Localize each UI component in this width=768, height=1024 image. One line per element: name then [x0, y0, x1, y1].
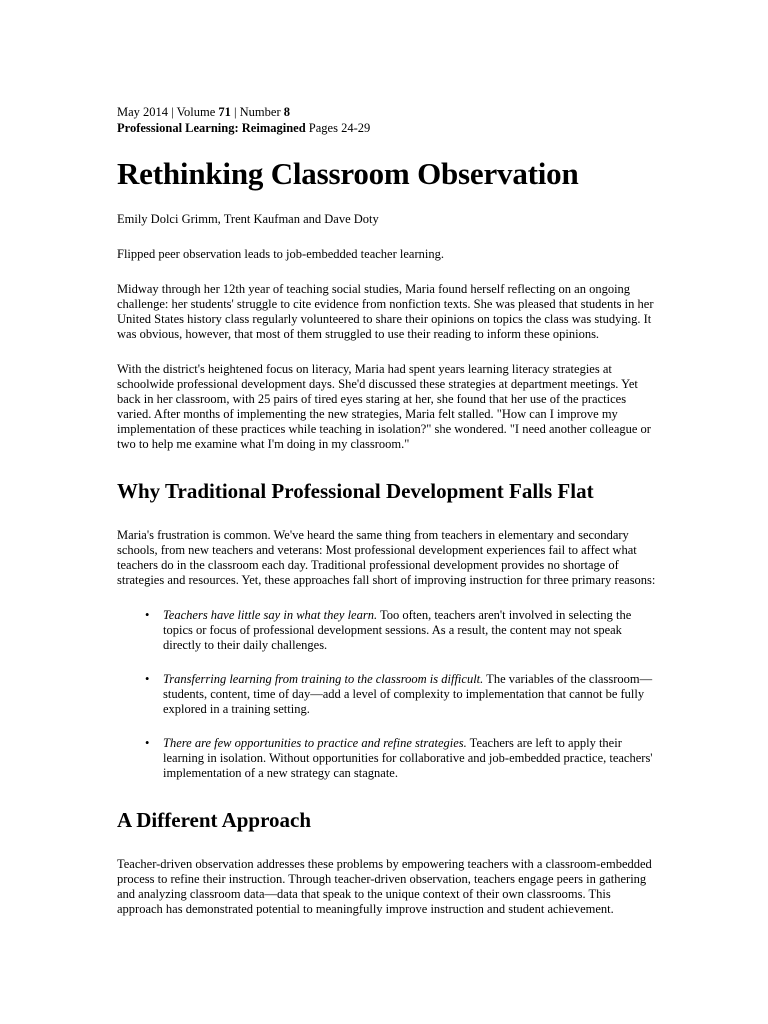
list-item [117, 672, 658, 717]
bullet-icon: • [145, 608, 150, 622]
separator: | [168, 105, 177, 119]
bullet-icon: • [145, 736, 150, 750]
bullet-text: Teachers are left to apply their learning in isolation. Without opportunities for collaborative and job-embedded practice, teachers' implementation of a new strategy can stagnate. [163, 736, 653, 780]
page-range: Pages 24-29 [308, 121, 371, 135]
section1-paragraph: Maria's frustration is common. We've heard the same thing from teachers in elementary and secondary schools, from new teachers and veterans: Most professional development experiences fail to affect what teachers do in the classroom each day. Traditional professional development provides no shortage of strategies and resources. Yet, these approaches fall short of improving instruction for three primary reasons: [117, 528, 656, 587]
reasons-list [117, 608, 658, 781]
bullet-lead: Teachers have little say in what they learn. [163, 608, 378, 622]
issue-title-line [117, 120, 658, 136]
intro-paragraph-1: Midway through her 12th year of teaching social studies, Maria found herself reflecting on an ongoing challenge: her students' struggle to cite evidence from nonfiction texts. She was pleased that students in her United States history class regularly volunteered to share their opinions on topics the class was studying. It was obvious, however, that most of them struggled to use their reading to inform these opinions. [117, 282, 654, 341]
bullet-lead: Transferring learning from training to the classroom is difficult. [163, 672, 484, 686]
article-title: Rethinking Classroom Observation [117, 156, 579, 191]
intro-paragraph-2: With the district's heightened focus on literacy, Maria had spent years learning literacy strategies at schoolwide professional development days. She'd discussed these strategies at department meetings. Yet back in her classroom, with 25 pairs of tired eyes staring at her, she found that her use of the practices varied. After months of implementing the new strategies, Maria felt stalled. "How can I improve my implementation of these practices while teaching in isolation?" she wondered. "I need another colleague or two to help me examine what I'm doing in my classroom." [117, 362, 651, 451]
separator: | [230, 105, 240, 119]
issue-line [117, 104, 658, 120]
section-heading-approach: A Different Approach [117, 808, 312, 832]
bullet-text: The variables of the classroom—students, content, time of day—add a level of complexity to implementation that cannot be fully explored in a training setting. [163, 672, 653, 716]
bullet-lead: There are few opportunities to practice and refine strategies. [163, 736, 467, 750]
number-label: Number [239, 105, 281, 119]
issue-meta [117, 104, 658, 136]
authors: Emily Dolci Grimm, Trent Kaufman and Dave Doty [117, 212, 379, 226]
section2-paragraph: Teacher-driven observation addresses these problems by empowering teachers with a classroom-embedded process to refine their instruction. Through teacher-driven observation, teachers engage peers in gathering and analyzing classroom data—data that speak to the unique context of their own classrooms. This approach has demonstrated potential to meaningfully improve instruction and student achievement. [117, 857, 652, 916]
bullet-icon: • [145, 672, 150, 686]
volume-label: Volume [176, 105, 216, 119]
bullet-text: Too often, teachers aren't involved in selecting the topics or focus of professional development sessions. As a result, the content may not speak directly to their daily challenges. [163, 608, 632, 652]
issue-number: 8 [283, 105, 290, 119]
summary: Flipped peer observation leads to job-embedded teacher learning. [117, 247, 444, 261]
volume-number: 71 [218, 105, 231, 119]
section-heading-why: Why Traditional Professional Development Falls Flat [117, 479, 594, 503]
list-item [117, 608, 658, 653]
list-item [117, 736, 658, 781]
issue-title: Professional Learning: Reimagined [117, 121, 306, 135]
issue-date: May 2014 [117, 105, 169, 119]
